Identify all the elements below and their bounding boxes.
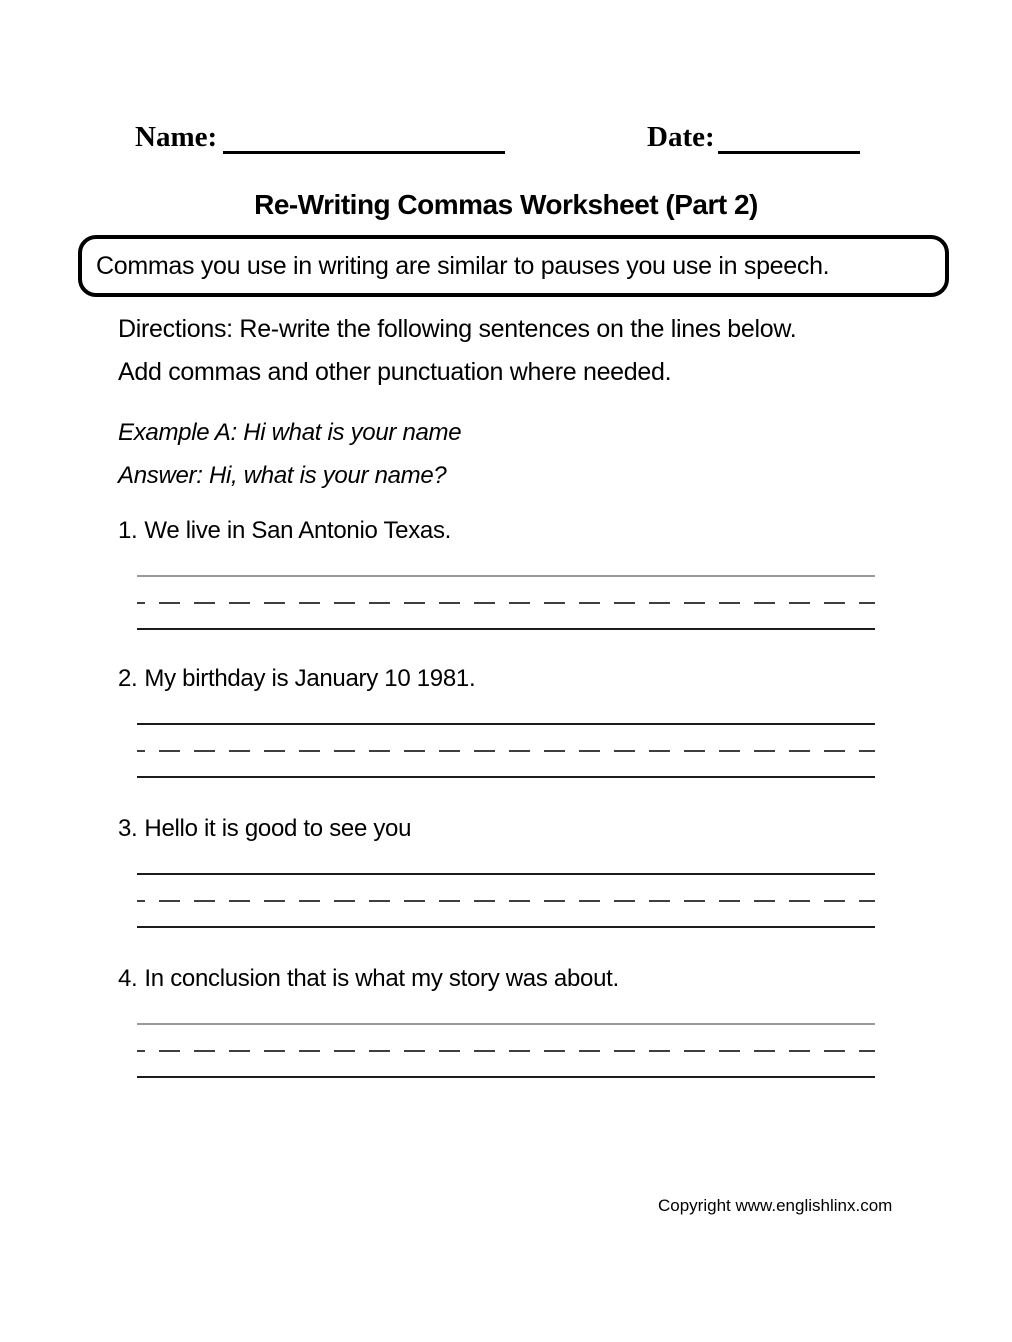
name-label: Name: — [135, 121, 218, 153]
question-2 — [118, 665, 893, 693]
date-label: Date: — [647, 121, 715, 153]
question-sentence: Hello it is good to see you — [144, 815, 412, 842]
writing-line-top — [137, 1023, 875, 1025]
directions — [118, 308, 796, 394]
directions-line-1: Directions: Re-write the following sentences on the lines below. — [118, 315, 797, 343]
question-4 — [118, 965, 893, 993]
writing-line-top — [137, 723, 875, 725]
question-number: 3. — [118, 815, 138, 842]
question-sentence: My birthday is January 10 1981. — [144, 665, 476, 692]
question-text-row — [118, 665, 893, 693]
writing-line-bottom — [137, 1076, 875, 1078]
example-block — [118, 411, 461, 497]
callout-box — [78, 235, 949, 297]
example-line: Example A: Hi what is your name — [118, 419, 462, 446]
writing-line-top — [137, 873, 875, 875]
directions-line-2: Add commas and other punctuation where needed. — [118, 358, 672, 386]
name-blank-line — [223, 151, 505, 154]
copyright-footer: Copyright www.englishlinx.com — [658, 1196, 893, 1215]
question-number: 4. — [118, 965, 138, 992]
writing-line-bottom — [137, 776, 875, 778]
writing-line-middle-dashed — [137, 900, 875, 902]
question-number: 2. — [118, 665, 138, 692]
date-blank-line — [718, 151, 860, 154]
answer-line: Answer: Hi, what is your name? — [118, 462, 447, 489]
question-1 — [118, 517, 893, 545]
page-title: Re-Writing Commas Worksheet (Part 2) — [254, 189, 758, 220]
question-3 — [118, 815, 893, 843]
question-sentence: We live in San Antonio Texas. — [144, 517, 452, 544]
writing-line-middle-dashed — [137, 1050, 875, 1052]
writing-line-middle-dashed — [137, 602, 875, 604]
callout-text: Commas you use in writing are similar to pauses you use in speech. — [96, 251, 830, 280]
writing-line-bottom — [137, 628, 875, 630]
question-text-row — [118, 815, 893, 843]
writing-line-middle-dashed — [137, 750, 875, 752]
writing-line-bottom — [137, 926, 875, 928]
question-text-row — [118, 517, 893, 545]
question-number: 1. — [118, 517, 138, 544]
question-text-row — [118, 965, 893, 993]
question-sentence: In conclusion that is what my story was about. — [144, 965, 619, 992]
writing-line-top — [137, 575, 875, 577]
